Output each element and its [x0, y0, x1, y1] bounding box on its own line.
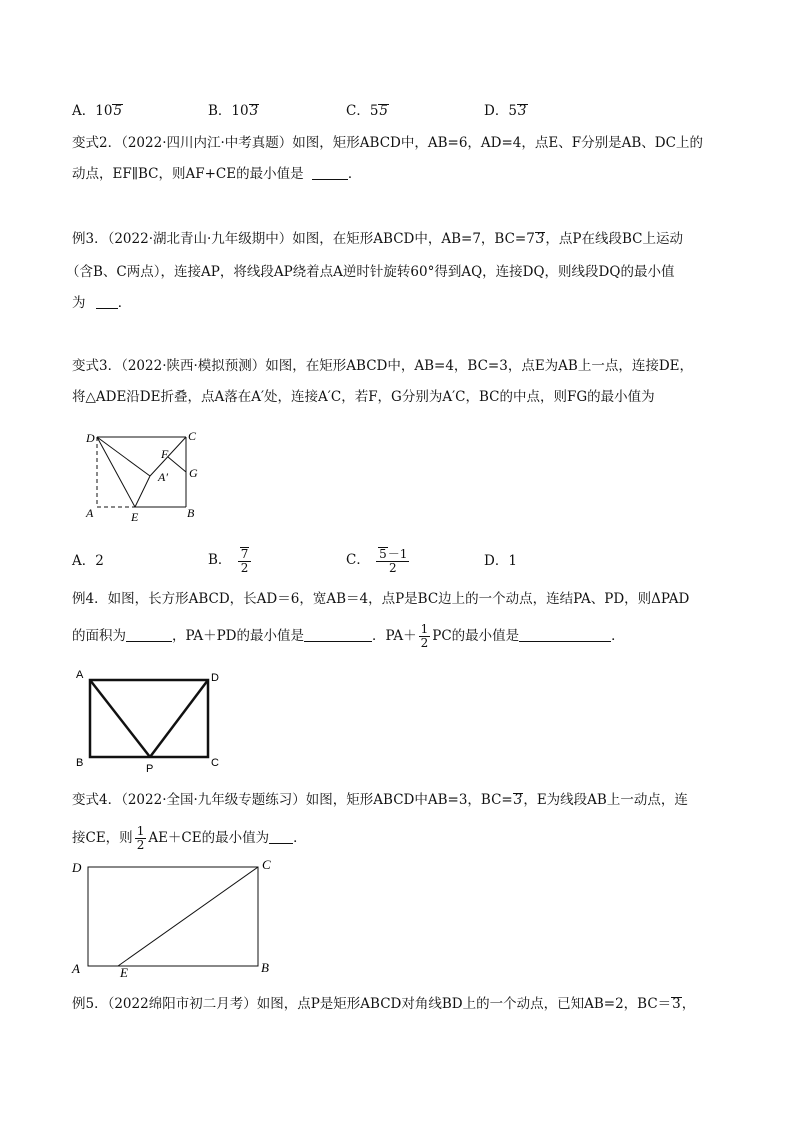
label-A: A: [76, 669, 84, 681]
v3-choice-c-den: 2: [388, 560, 397, 575]
v3-choice-c-frac: [376, 547, 409, 575]
v4-line1-root: 3: [513, 792, 523, 808]
label-E: E: [120, 965, 128, 980]
v4-line1: [72, 790, 688, 810]
ex4-figure: [72, 665, 232, 775]
v4-line2-end: ．: [293, 830, 307, 846]
answer-blank[interactable]: [126, 627, 172, 642]
ex4-line2-a: 的面积为: [72, 628, 126, 644]
label-C: C: [188, 429, 197, 443]
v3-choice-b-den: 2: [240, 560, 249, 575]
label-C: C: [211, 757, 219, 769]
ex4-frac: [419, 623, 431, 650]
choice-c: [346, 101, 389, 121]
v2-line2-end: ．: [347, 166, 362, 182]
label-D: D: [72, 860, 82, 875]
v3-choice-c-text: C．: [346, 552, 370, 568]
label-B: B: [76, 757, 84, 769]
v4-line2-a: 接CE，则: [72, 830, 133, 846]
v3-choice-c: [346, 542, 411, 578]
v3-choice-a: A．2: [72, 553, 104, 569]
v4-frac: [135, 825, 147, 852]
v4-frac-num: 1: [136, 824, 145, 838]
v3-line1: 变式3．（2022·陕西·模拟预测）如图，在矩形ABCD中，AB=4，BC=3，点E为AB上一点，连接DE，: [72, 358, 694, 374]
label-B: B: [261, 960, 269, 975]
v3-line2: 将△ADE沿DE折叠，点A落在A′处，连接A′C，若F，G分别为A′C，BC的中点，则FG的最小值为: [72, 389, 655, 405]
ex3-line3: [72, 293, 131, 313]
ex4-frac-den: 2: [420, 636, 429, 650]
v2-line1: 变式2．（2022·四川内江·中考真题）如图，矩形ABCD中，AB=6，AD=4，点E、F分别是AB、DC上的: [72, 135, 703, 151]
answer-blank[interactable]: [96, 294, 118, 309]
label-F: F: [161, 447, 169, 461]
answer-blank[interactable]: [312, 165, 348, 180]
ex4-frac-num: 1: [420, 622, 429, 636]
ex4-line2-d: PC的最小值是: [432, 628, 520, 644]
choice-a-root: 5: [113, 103, 123, 119]
label-A: A: [72, 961, 80, 976]
v4-line1-tail: ，E为线段AB上一动点，连: [523, 792, 688, 808]
choice-a-text: A．10: [72, 103, 113, 119]
v3-choice-b-num: 7: [240, 546, 249, 561]
choice-c-text: C．5: [346, 103, 379, 119]
label-A: A: [86, 506, 94, 520]
label-P: P: [146, 763, 154, 775]
label-C: C: [262, 857, 271, 872]
choice-d-text: D．5: [484, 103, 517, 119]
answer-blank[interactable]: [519, 627, 611, 642]
ex5-line1: [72, 994, 695, 1014]
choice-c-root: 5: [379, 103, 389, 119]
choice-d-root: 3: [517, 103, 527, 119]
v4-figure: [68, 855, 283, 980]
choice-b-root: 3: [249, 103, 259, 119]
label-E: E: [131, 510, 139, 524]
v3-figure: [80, 425, 210, 525]
ex3-line3-end: ．: [117, 295, 132, 311]
label-D: D: [86, 431, 95, 445]
ex3-line1-root: 3: [535, 231, 545, 247]
ex3-line1-tail: ，点P在线段BC上运动: [545, 231, 684, 247]
ex4-line2-c: ．PA＋: [372, 628, 417, 644]
label-A-prime: A′: [158, 470, 168, 484]
ex4-line2-b: ，PA＋PD的最小值是: [172, 628, 305, 644]
v4-line2: [72, 822, 307, 854]
label-B: B: [187, 506, 195, 520]
v3-choice-b-text: B．: [208, 552, 232, 568]
v3-choice-b: [208, 542, 253, 578]
v3-choice-c-num-tail: －1: [387, 546, 408, 561]
v4-line1-text: 变式4．（2022·全国·九年级专题练习）如图，矩形ABCD中AB=3，BC=: [72, 792, 513, 808]
choice-b: [208, 101, 259, 121]
ex5-line1-text: 例5．（2022绵阳市初二月考）如图，点P是矩形ABCD对角线BD上的一个动点，已知AB=2，BC＝: [72, 996, 672, 1012]
v4-line2-b: AE＋CE的最小值为: [148, 830, 270, 846]
choice-a: [72, 101, 123, 121]
ex4-line1: 例4．如图，长方形ABCD，长AD＝6，宽AB＝4，点P是BC边上的一个动点，连结PA、PD，则ΔPAD: [72, 591, 690, 607]
v2-line2-text: 动点，EF∥BC，则AF+CE的最小值是: [72, 166, 304, 182]
v4-frac-den: 2: [136, 838, 145, 852]
ex5-line1-tail: ，: [681, 996, 696, 1012]
ex4-line2-end: ．: [611, 628, 625, 644]
answer-blank[interactable]: [269, 829, 293, 844]
v3-choice-d: D．1: [484, 553, 517, 569]
ex3-line3-text: 为: [72, 295, 86, 311]
ex3-line1: [72, 229, 683, 249]
ex3-line1-text: 例3．（2022·湖北青山·九年级期中）如图，在矩形ABCD中，AB=7，BC=7: [72, 231, 535, 247]
v3-choice-c-num-root: 5: [379, 546, 387, 561]
label-D: D: [211, 672, 219, 684]
choice-b-text: B．10: [208, 103, 249, 119]
ex5-line1-root: 3: [672, 996, 681, 1012]
ex3-line2: （含B、C两点），连接AP，将线段AP绕着点A逆时针旋转60°得到AQ，连接DQ，则线段DQ的最小值: [66, 264, 675, 280]
v3-choice-b-frac: [238, 547, 252, 575]
v2-line2: [72, 164, 361, 184]
answer-blank[interactable]: [304, 627, 372, 642]
choice-d: [484, 101, 528, 121]
ex4-line2: [72, 620, 625, 652]
label-G: G: [189, 466, 198, 480]
